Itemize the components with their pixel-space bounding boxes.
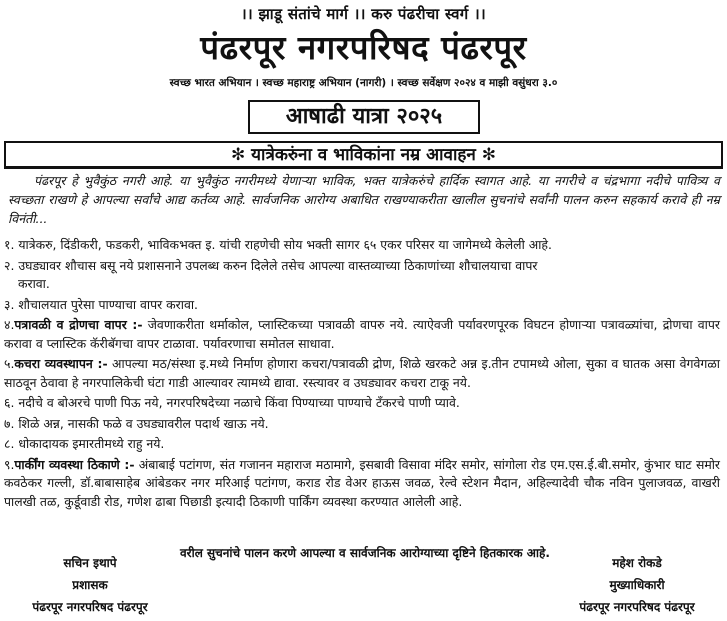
- item-number: २.: [4, 257, 15, 273]
- closing-note: वरील सुचनांचे पालन करणे आपल्या व सार्वजनिक आरोग्याच्या दृष्टिने हितकारक आहे.: [180, 546, 550, 560]
- signatory-title: मुख्याधिकारी: [609, 578, 665, 592]
- item-text: धोकादायक इमारतीमध्ये राहु नये.: [18, 436, 165, 451]
- list-item: [4, 355, 720, 392]
- item-text: शिळे अन्न, नासकी फळे व उघड्यावरील पदार्थ खाऊ नये.: [18, 415, 269, 431]
- signatory-title: प्रशासक: [72, 578, 108, 592]
- item-text: नदीचे व बोअरचे पाणी पिऊ नये, नगरपरिषदेच्या नळाचे किंवा पिण्याच्या पाण्याचे टँकरचे पाणी प्यावे.: [18, 395, 460, 410]
- signatory-org: पंढरपूर नगरपरिषद पंढरपूर: [579, 600, 695, 614]
- item-number: ७.: [4, 415, 15, 431]
- item-number: ८.: [4, 436, 15, 451]
- list-item: [4, 415, 720, 434]
- item-continuation: करावा.: [18, 276, 50, 291]
- tagline: ।। झाडू संतांचे मार्ग ।। करु पंढरीचा स्वर्ग ।।: [240, 5, 487, 23]
- item-number: ६.: [4, 395, 15, 410]
- item-heading: पत्रावळी व द्रोणचा वापर :-: [14, 317, 143, 332]
- campaigns-line: स्वच्छ भारत अभियान । स्वच्छ महाराष्ट्र अभियान (नागरी) । स्वच्छ सर्वेक्षण २०२४ व माझी वसुंधरा ३.०: [169, 77, 558, 89]
- signatory-org: पंढरपूर नगरपरिषद पंढरपूर: [32, 600, 148, 614]
- instruction-list: [4, 236, 720, 513]
- intro-paragraph: पंढरपूर हे भुवैकुंठ नगरी आहे. या भुवैकुंठ नगरीमध्ये येणाऱ्या भाविक, भक्त यात्रेकरुंचे हार्दिक स्वागत आहे. या नगरीचे व चंद्रभागा नदीचे पावित्र्य व स्वच्छता राखणे हे आपल्या सर्वांचे आद्य कर्तव्य आहे. सार्वजनिक आरोग्य अबाधित राखण्याकरीता खालील सुचनांचे सर्वांनी पालन करुन सहकार्य करावे ही नम्र विनंती...: [8, 173, 720, 226]
- item-number: ३.: [4, 296, 15, 312]
- item-number: १.: [4, 237, 15, 252]
- list-item: [4, 316, 720, 353]
- item-text: आपल्या मठ/संस्था इ.मध्ये निर्माण होणारा कचरा/पत्रावळी द्रोण, शिळे खरकटे अन्न इ.तीन टपामध्ये ओला, सुका व घातक असा वेगवेगळा साठवून ठेवावा हे नगरपालिकेची घंटा गाडी आल्यावर त्यामध्ये द्यावा. रस्त्यावर व उघड्यावर कचरा टाकू नये.: [4, 356, 720, 390]
- list-item: [4, 394, 720, 413]
- item-number: ९.: [4, 456, 15, 472]
- item-text: शौचालयात पुरेसा पाण्याचा वापर करावा.: [18, 296, 198, 312]
- signature-section: [0, 544, 727, 621]
- item-text: अंबाबाई पटांगण, संत गजानन महाराज मठामागे, इसबावी विसावा मंदिर समोर, सांगोला रोड एम.एस.ई.बी.समोर, कुंभार घाट समोर कवठेकर गल्ली, डॉ.बाबासाहेब आंबेडकर नगर मरिआई पटांगण, कराड रोड वेअर हाऊस जवळ, रेल्वे स्टेशन मैदान, अहिल्यादेवी चौक नविन पुलाजवळ, वाखरी पालखी तळ, कुर्डूवाडी रोड, गणेश ढाबा पिछाडी इत्यादी ठिकाणी पार्किंग व्यवस्था करण्यात आलेली आहे.: [4, 456, 721, 509]
- list-item: [4, 456, 720, 512]
- list-item: [4, 296, 720, 315]
- signatory-name: सचिन इथापे: [63, 556, 117, 570]
- item-text: उघड्यावर शौचास बसू नये प्रशासनाने उपलब्ध करुन दिलेले तसेच आपल्या वास्तव्याच्या ठिकाणांच्या शौचालयाचा वापर: [18, 257, 538, 273]
- event-title: आषाढी यात्रा २०२५: [248, 100, 480, 134]
- item-text: यात्रेकरु, दिंडीकरी, फडकरी, भाविकभक्त इ. यांची राहणेची सोय भक्ती सागर ६५ एकर परिसर या जागेमध्ये केलेली आहे.: [18, 237, 552, 252]
- item-number: ५.: [4, 356, 15, 371]
- list-item: [4, 257, 720, 294]
- item-number: ४.: [4, 317, 15, 332]
- item-heading: पार्कींग व्यवस्था ठिकाणे :-: [14, 456, 135, 472]
- list-item: [4, 435, 720, 454]
- signatory-name: महेश रोकडे: [612, 556, 662, 570]
- appeal-title: ✻ यात्रेकरुंना व भाविकांना नम्र आवाहन ✻: [4, 141, 723, 169]
- org-name: पंढरपूर नगरपरिषद पंढरपूर: [200, 28, 527, 67]
- signatory-left: [10, 552, 170, 618]
- item-heading: कचरा व्यवस्थापन :-: [14, 356, 108, 371]
- signatory-right: [552, 552, 722, 618]
- item-text: जेवणाकरीता थर्माकोल, प्लास्टिकच्या पत्रावळी वापरु नये. त्याऐवजी पर्यावरणपूरक विघटन होणाऱ्या पत्रावळ्यांचा, द्रोणचा वापर करावा व प्लास्टिक कॅरीबॅगचा वापर टाळावा. पर्यावरणाचा समोतल साधावा.: [4, 317, 720, 351]
- list-item: [4, 236, 720, 255]
